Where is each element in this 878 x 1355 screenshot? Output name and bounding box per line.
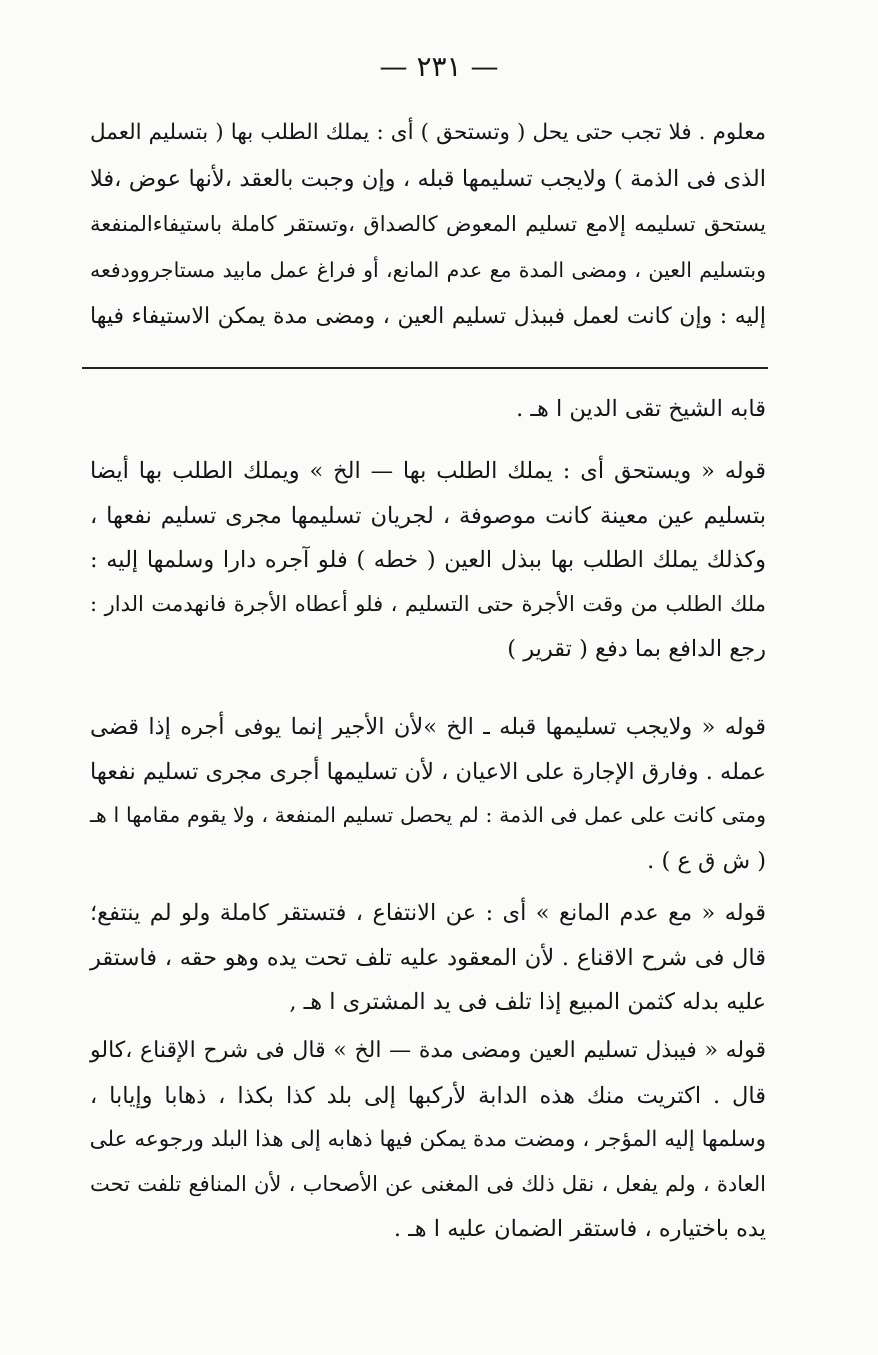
main-text-line: معلوم . فلا تجب حتى يحل ( وتستحق ) أى : يملك الطلب بها ( بتسليم العمل bbox=[90, 120, 766, 145]
footnote-line: يده باختياره ، فاستقر الضمان عليه ا هـ . bbox=[393, 1216, 766, 1242]
main-text bbox=[90, 122, 766, 352]
footnote-line: قوله « مع عدم المانع » أى : عن الانتفاع ، فتستقر كاملة ولو لم ينتفع؛ bbox=[90, 900, 766, 926]
footnote-line: قال . اكتريت منك هذه الدابة لأركبها إلى بلد كذا بكذا ، ذهابا وإيابا ، bbox=[90, 1082, 766, 1109]
page-number: — ٢٣١ — bbox=[379, 50, 499, 83]
footnote-continuation bbox=[90, 398, 766, 443]
footnote-line: العادة ، ولم يفعل ، نقل ذلك فى المغنى عن الأصحاب ، لأن المنافع تلفت تحت bbox=[90, 1171, 766, 1196]
footnote-line: رجع الدافع بما دفع ( تقرير ) bbox=[507, 636, 766, 662]
footnote bbox=[90, 460, 766, 683]
main-text-line: وبتسليم العين ، ومضى المدة مع عدم المانع، أو فراغ عمل مابيد مستاجروودفعه bbox=[90, 258, 766, 282]
footnote-line: وكذلك يملك الطلب بها ببذل العين ( خطه ) فلو آجره دارا وسلمها إليه : bbox=[90, 547, 766, 573]
main-text-line: الذى فى الذمة ) ولايجب تسليمها قبله ، وإن وجبت بالعقد ،لأنها عوض ،فلا bbox=[90, 166, 766, 192]
main-text-line: إليه : وإن كانت لعمل فببذل تسليم العين ، ومضى مدة يمكن الاستيفاء فيها bbox=[90, 304, 766, 329]
main-text-line: يستحق تسليمه إلامع تسليم المعوض كالصداق ،وتستقر كاملة باستيفاءالمنفعة bbox=[90, 212, 766, 236]
footnote-line: ( ش ق ع ) . bbox=[647, 847, 766, 874]
footnote-line: قال فى شرح الاقناع . لأن المعقود عليه تلف تحت يده وهو حقه ، فاستقر bbox=[90, 944, 766, 971]
footnote bbox=[90, 1040, 766, 1263]
footnote-line: بتسليم عين معينة كانت موصوفة ، لجريان تسليمها مجرى تسليم نفعها ، bbox=[90, 502, 766, 529]
footnote-line: عليه بدله كثمن المبيع إذا تلف فى يد المشترى ا هـ , bbox=[289, 989, 766, 1015]
footnote-line: عمله . وفارق الإجارة على الاعيان ، لأن تسليمها أجرى مجرى تسليم نفعها bbox=[89, 758, 766, 785]
footnote-line: قوله « ويستحق أى : يملك الطلب بها — الخ » ويملك الطلب بها أيضا bbox=[90, 458, 766, 484]
footnote-line: وسلمها إليه المؤجر ، ومضت مدة يمكن فيها ذهابه إلى هذا البلد ورجوعه على bbox=[89, 1127, 766, 1152]
footnote-line: قوله « ولايجب تسليمها قبله ـ الخ »لأن الأجير إنما يوفى أجره إذا قضى bbox=[90, 714, 766, 740]
footnote-line: ملك الطلب من وقت الأجرة حتى التسليم ، فلو أعطاه الأجرة فانهدمت الدار : bbox=[90, 591, 766, 616]
footnote bbox=[90, 716, 766, 894]
footnote-separator bbox=[82, 367, 768, 369]
footnote-line: ومتى كانت على عمل فى الذمة : لم يحصل تسليم المنفعة ، ولا يقوم مقامها ا هـ bbox=[90, 803, 766, 827]
footnote bbox=[90, 902, 766, 1036]
footnote-line: قابه الشيخ تقى الدين ا هـ . bbox=[516, 396, 766, 422]
footnote-line: قوله « فيبذل تسليم العين ومضى مدة — الخ » قال فى شرح الإقناع ،كالو bbox=[90, 1038, 766, 1063]
